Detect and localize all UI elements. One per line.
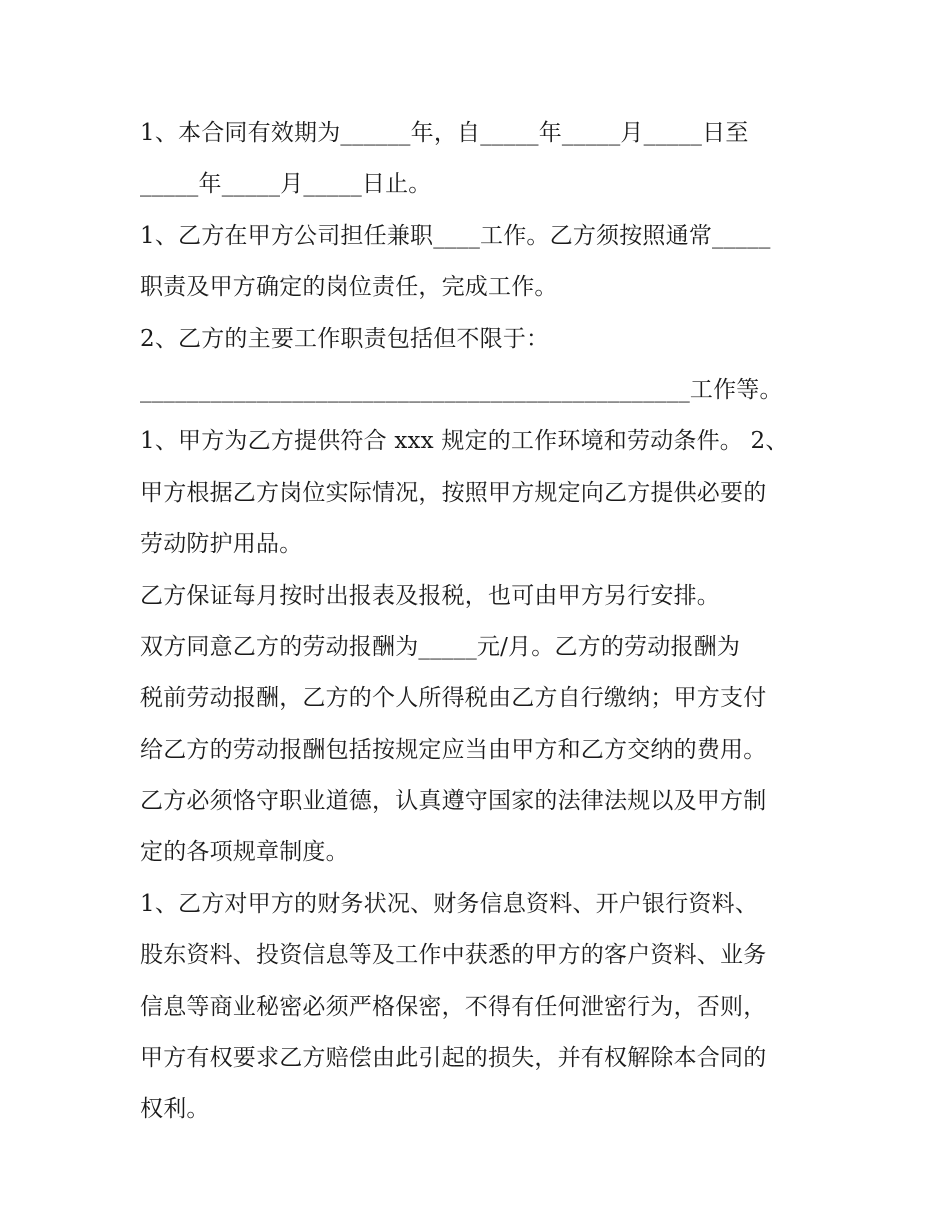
text-line: 信息等商业秘密必须严格保密，不得有任何泄密行为，否则， xyxy=(140,993,767,1020)
text-line: _______________________________________________工作等。 xyxy=(140,376,783,403)
text-line: 1、乙方在甲方公司担任兼职____工作。乙方须按照通常_____ xyxy=(140,222,771,249)
text-line: 甲方根据乙方岗位实际情况，按照甲方规定向乙方提供必要的 xyxy=(140,479,767,506)
text-line: 双方同意乙方的劳动报酬为_____元/月。乙方的劳动报酬为 xyxy=(140,633,741,660)
text-line: 2、乙方的主要工作职责包括但不限于： xyxy=(140,325,550,352)
text-line: 1、甲方为乙方提供符合 xxx 规定的工作环境和劳动条件。 2、 xyxy=(140,428,789,455)
text-line: _____年_____月_____日止。 xyxy=(140,171,432,198)
text-line: 1、本合同有效期为______年，自_____年_____月_____日至 xyxy=(140,120,749,146)
text-line: 权利。 xyxy=(140,1096,210,1123)
text-line: 乙方必须恪守职业道德，认真遵守国家的法律法规以及甲方制 xyxy=(140,788,767,815)
text-line: 劳动防护用品。 xyxy=(140,531,303,558)
text-line: 1、乙方对甲方的财务状况、财务信息资料、开户银行资料、 xyxy=(140,890,759,917)
text-line: 甲方有权要求乙方赔偿由此引起的损失，并有权解除本合同的 xyxy=(140,1045,767,1072)
text-line: 定的各项规章制度。 xyxy=(140,839,349,866)
text-line: 股东资料、投资信息等及工作中获悉的甲方的客户资料、业务 xyxy=(140,942,767,969)
text-line: 税前劳动报酬，乙方的个人所得税由乙方自行缴纳；甲方支付 xyxy=(140,685,767,712)
contract-text xyxy=(140,108,820,1136)
text-line: 乙方保证每月按时出报表及报税，也可由甲方另行安排。 xyxy=(140,582,720,609)
text-line: 给乙方的劳动报酬包括按规定应当由甲方和乙方交纳的费用。 xyxy=(140,736,767,763)
text-line: 职责及甲方确定的岗位责任，完成工作。 xyxy=(140,274,558,301)
